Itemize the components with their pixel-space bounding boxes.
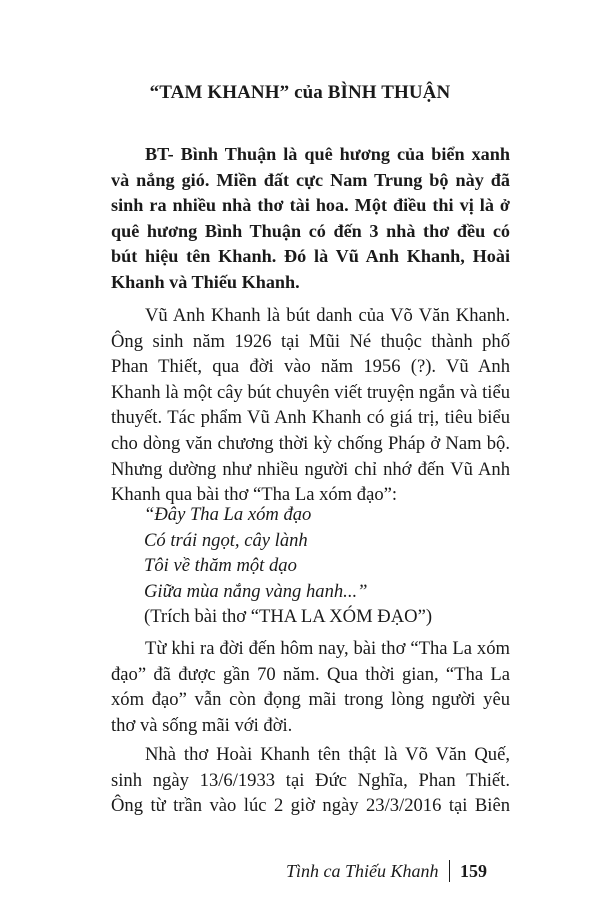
paragraph-tha-la [111, 636, 510, 738]
poem-verse: Giữa mùa nắng vàng hanh...” [144, 580, 368, 602]
page-title: “TAM KHANH” của BÌNH THUẬN [149, 82, 451, 103]
text-line: Nhưng dường như nhiều người chỉ nhớ đến Vũ Anh [111, 458, 510, 480]
text-line: xóm đạo” vẫn còn đọng mãi trong lòng người yêu [111, 689, 510, 711]
text-line: và nắng gió. Miền đất cực Nam Trung bộ này đã [111, 169, 510, 190]
running-footer [286, 860, 487, 882]
footer-divider [449, 860, 451, 882]
text-line: Khanh qua bài thơ “Tha La xóm đạo”: [111, 484, 398, 506]
text-line: bút hiệu tên Khanh. Đó là Vũ Anh Khanh, Hoài [111, 246, 510, 267]
text-line: Khanh là một cây bút chuyên viết truyện ngắn và tiểu [111, 381, 510, 403]
paragraph-hoai-khanh [111, 742, 510, 819]
poem-quote [144, 502, 432, 630]
intro-paragraph [111, 142, 510, 296]
poem-verse: Tôi về thăm một dạo [144, 555, 297, 577]
poem-verse: “Đây Tha La xóm đạo [144, 504, 312, 525]
text-line: Ông sinh năm 1926 tại Mũi Né thuộc thành phố [111, 330, 510, 352]
poem-source: (Trích bài thơ “THA LA XÓM ĐẠO”) [144, 606, 433, 628]
text-line: cho dòng văn chương thời kỳ chống Pháp ở Nam bộ. [111, 432, 510, 454]
text-line: Nhà thơ Hoài Khanh tên thật là Võ Văn Quế, [145, 744, 510, 765]
text-line: sinh ngày 13/6/1933 tại Đức Nghĩa, Phan Thiết. [111, 769, 510, 791]
text-line: Ông từ trần vào lúc 2 giờ ngày 23/3/2016 tại Biên [111, 795, 510, 817]
book-title: Tình ca Thiếu Khanh [285, 860, 439, 881]
text-line: sinh ra nhiều nhà thơ tài hoa. Một điều thi vị là ở [111, 195, 510, 216]
text-line: thuyết. Tác phẩm Vũ Anh Khanh có giá trị, tiêu biểu [111, 407, 510, 429]
text-line: quê hương Bình Thuận có đến 3 nhà thơ đều có [111, 220, 510, 241]
paragraph-vu-anh-khanh [111, 303, 510, 508]
text-line: đạo” đã được gần 70 năm. Qua thời gian, “Tha La [111, 663, 510, 685]
text-line: Vũ Anh Khanh là bút danh của Võ Văn Khanh. [145, 305, 510, 326]
text-line: Từ khi ra đời đến hôm nay, bài thơ “Tha La xóm [145, 638, 510, 659]
text-line: Khanh và Thiếu Khanh. [111, 271, 300, 292]
poem-verse: Có trái ngọt, cây lành [144, 529, 308, 551]
text-line: thơ và sống mãi với đời. [111, 714, 293, 736]
text-line: BT- Bình Thuận là quê hương của biển xanh [145, 144, 510, 164]
text-line: Phan Thiết, qua đời vào năm 1956 (?). Vũ Anh [111, 356, 510, 378]
page-number: 159 [460, 860, 487, 881]
